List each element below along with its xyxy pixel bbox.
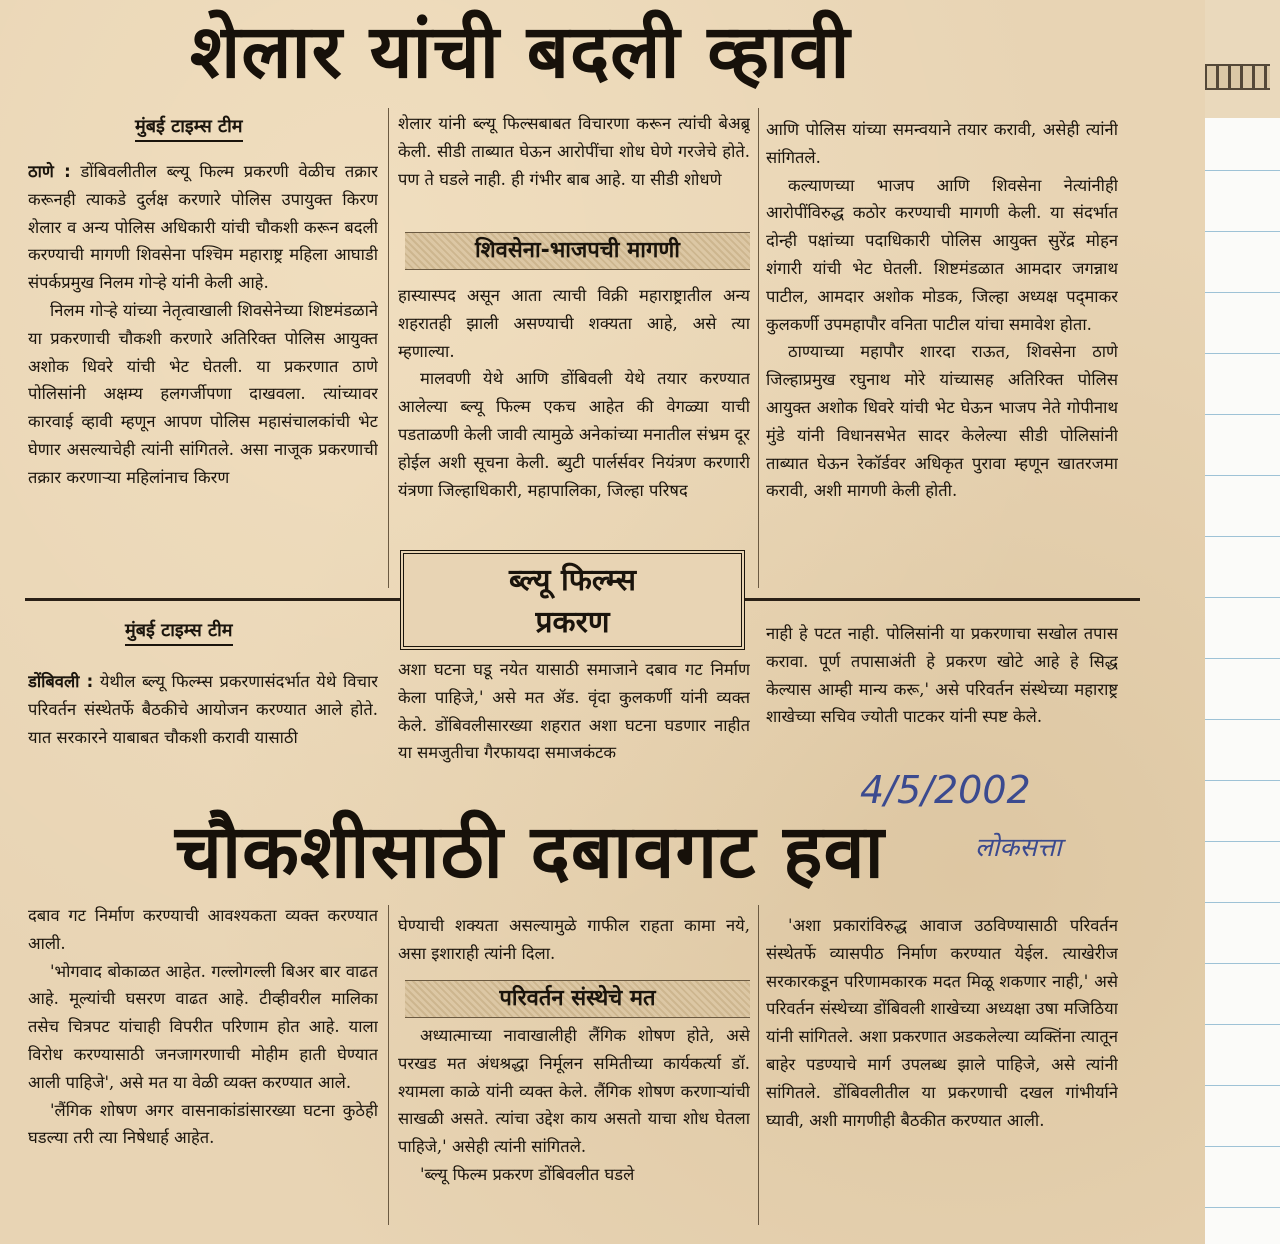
box-label-line-1: ब्ल्यू फिल्म्स [509, 563, 636, 598]
story2-col3-top-para: नाही हे पटत नाही. पोलिसांनी या प्रकरणाचा सखोल तपास करावा. पूर्ण तपासाअंती हे प्रकरण खोटे आहे हे सिद्ध केल्यास आम्ही मान्य करू,' असे परिवर्तन संस्थेच्या महाराष्ट्र शाखेच्या सचिव ज्योती पाटकर यांनी स्पष्ट केले. [766, 624, 1118, 727]
story2-col2-mid-para: घेण्याची शक्यता असल्यामुळे गाफील राहता कामा नये, असा इशाराही त्यांनी दिला. [398, 916, 750, 963]
headline-1: शेलार यांची बदली व्हावी [190, 9, 851, 95]
story2-column-2-bottom [398, 1022, 750, 1227]
story1-column-1 [28, 158, 378, 590]
column-divider [758, 108, 759, 588]
column-divider [388, 905, 389, 1225]
section-rule [745, 598, 1140, 601]
story1-col3-para-1: आणि पोलिस यांच्या समन्वयाने तयार करावी, असेही त्यांनी सांगितले. [766, 120, 1118, 167]
story2-column-1-bottom [28, 902, 378, 1222]
story2-column-2-mid [398, 912, 750, 970]
story2-col2-para-1: अध्यात्माच्या नावाखालीही लैंगिक शोषण होते, असे परखड मत अंधश्रद्धा निर्मूलन समितीच्या कार्यकर्त्या डॉ. श्यामला काळे यांनी व्यक्त केले. लैंगिक शोषण करणाऱ्यांची साखळी असते. त्यांचा उद्देश काय असतो याचा शोध घेतला पाहिजे,' असेही त्यांनी सांगितले. [398, 1026, 750, 1157]
story1-col1-para-1: डोंबिवलीतील ब्ल्यू फिल्म प्रकरणी वेळीच तक्रार करूनही त्याकडे दुर्लक्ष करणारे पोलिस उपायुक्त किरण शेलार व अन्य पोलिस अधिकारी यांची चौकशी करून बदली करण्याची मागणी शिवसेना पश्चिम महाराष्ट्र महिला आघाडी संपर्कप्रमुख निलम गोऱ्हे यांनी केली आहे. [28, 162, 378, 293]
column-divider [388, 108, 389, 588]
story2-col1-para-2: 'भोगवाद बोकाळत आहेत. गल्लोगल्ली बिअर बार वाढत आहे. मूल्यांची घसरण वाढत आहे. टीव्हीवरील मालिका तसेच चित्रपट यांचाही विपरीत परिणाम होत आहे. याला विरोध करण्यासाठी जनजागरणाची मोहीम हाती घेण्यात आली पाहिजे', असे मत या वेळी व्यक्त करण्यात आले. [28, 961, 378, 1092]
story1-col3-para-2: कल्याणच्या भाजप आणि शिवसेना नेत्यांनीही आरोपींविरुद्ध कठोर करण्याची मागणी केली. या संदर्भात दोन्ही पक्षांच्या पदाधिकारी पोलिस आयुक्त सुरेंद्र मोहन शंगारी यांची भेट घेतली. शिष्टमंडळात आमदार जगन्नाथ पाटील, आमदार अशोक मोडक, जिल्हा अध्यक्ष पद्‌माकर कुलकर्णी उपमहापौर वनिता पाटील यांचा समावेश होता. [766, 175, 1118, 334]
box-label-line-2: प्रकरण [535, 605, 610, 640]
story2-col1-para-1: दबाव गट निर्माण करण्याची आवश्यकता व्यक्त करण्यात आली. [28, 906, 378, 953]
story1-column-2-top [398, 110, 750, 222]
story2-column-3-top [766, 620, 1118, 790]
handwritten-source: लोकसत्ता [975, 833, 1062, 863]
story2-column-2-top [398, 656, 750, 796]
story2-col2-para-2: 'ब्ल्यू फिल्म प्रकरण डोंबिवलीत घडले [420, 1164, 635, 1184]
boxed-section-label [400, 550, 745, 650]
subhead-shivsena-bjp: शिवसेना-भाजपची मागणी [405, 232, 750, 270]
notebook-ruled-lines [1205, 110, 1280, 1244]
subhead-parivartan: परिवर्तन संस्थेचे मत [405, 980, 750, 1018]
dateline-dombivli: डोंबिवली : [28, 672, 94, 691]
story1-col1-para-2: निलम गोऱ्हे यांच्या नेतृत्वाखाली शिवसेनेच्या शिष्टमंडळाने या प्रकरणाची चौकशी करणारे अतिरिक्त पोलिस आयुक्त अशोक धिवरे यांची भेट घेतली. या प्रकरणात ठाणे पोलिसांनी अक्षम्य हलगर्जीपणा दाखवला. त्यांच्यावर कारवाई व्हावी म्हणून आपण पोलिस महासंचालकांची भेट घेणार असल्याचेही त्यांनी सांगितले. असा नाजूक प्रकरणाची तक्रार करणाऱ्या महिलांनाच किरण [28, 300, 378, 487]
story1-col2-top-para: शेलार यांनी ब्ल्यू फिल्सबाबत विचारणा करून त्यांची बेअब्रू केली. सीडी ताब्यात घेऊन आरोपींचा शोध घेणे गरजेचे होते. पण ते घडले नाही. ही गंभीर बाब आहे. या सीडी शोधणे [398, 114, 750, 189]
story1-col2-para-1: हास्यास्पद असून आता त्याची विक्री महाराष्ट्रातील अन्य शहरातही झाली असण्याची शक्यता आहे, असे त्या म्हणाल्या. [398, 286, 750, 361]
story2-col2-top-para: अशा घटना घडू नयेत यासाठी समाजाने दबाव गट निर्माण केला पाहिजे,' असे मत ॲड. वृंदा कुलकर्णी यांनी व्यक्त केले. डोंबिवलीसारख्या शहरात अशा घटना घडणार नाहीत या समजुतीचा गैरफायदा समाजकंटक [398, 660, 750, 763]
story1-column-2-bottom [398, 282, 750, 548]
story1-col2-para-2: मालवणी येथे आणि डोंबिवली येथे तयार करण्यात आलेल्या ब्ल्यू फिल्म एकच आहेत की वेगळ्या याची पडताळणी केली जावी त्यामुळे अनेकांच्या मनातील संभ्रम दूर होईल अशी सूचना केली. ब्युटी पार्लर्सवर नियंत्रण करणारी यंत्रणा जिल्हाधिकारी, महापालिका, जिल्हा परिषद [398, 369, 750, 500]
story1-column-3 [766, 116, 1118, 594]
story2-column-1-top [28, 668, 378, 788]
column-divider [758, 905, 759, 1225]
story2-column-3-bottom [766, 912, 1118, 1226]
dateline-thane: ठाणे : [28, 162, 71, 181]
headline-2: चौकशीसाठी दबावगट हवा [175, 809, 885, 895]
byline-2: मुंबई टाइम्स टीम [125, 618, 233, 646]
story1-col3-para-3: ठाण्याच्या महापौर शारदा राऊत, शिवसेना ठाणे जिल्हाप्रमुख रघुनाथ मोरे यांच्यासह अतिरिक्त पोलिस आयुक्त अशोक धिवरे यांची भेट घेऊन भाजप नेते गोपीनाथ मुंडे यांनी विधानसभेत सादर केलेल्या सीडी पोलिसांनी ताब्यात घेऊन रेकॉर्डवर अधिकृत पुरावा म्हणून खातरजमा करावी, अशी मागणी केली होती. [766, 342, 1118, 501]
handwritten-date: 4/5/2002 [860, 768, 1031, 812]
story2-col1-para-3: 'लैंगिक शोषण अगर वासनाकांडांसारख्या घटना कुठेही घडल्या तरी त्या निषेधार्ह आहेत. [28, 1100, 378, 1148]
byline-1: मुंबई टाइम्स टीम [135, 114, 243, 142]
story2-col3-para-1: 'अशा प्रकारांविरुद्ध आवाज उठविण्यासाठी परिवर्तन संस्थेतर्फे व्यासपीठ निर्माण करण्यात येईल. त्याखेरीज सरकारकडून परिणामकारक मदत मिळू शकणार नाही,' असे परिवर्तन संस्थेच्या डोंबिवली शाखेच्या अध्यक्षा उषा मजिठिया यांनी सांगितले. अशा प्रकरणात अडकलेल्या व्यक्तिंना त्यातून बाहेर पडण्याचे मार्ग उपलब्ध झाले पाहिजे, असे त्यांनी सांगितले. डोंबिवलीतील या प्रकरणाची दखल गांभीर्याने घ्यावी, अशी मागणीही बैठकीत करण्यात आली. [766, 916, 1118, 1130]
section-rule [25, 598, 400, 601]
story2-col1-top-para: येथील ब्ल्यू फिल्म्स प्रकरणासंदर्भात येथे विचार परिवर्तन संस्थेतर्फे बैठकीचे आयोजन करण्यात आले होते. यात सरकारने याबाबत चौकशी करावी यासाठी [28, 672, 378, 747]
